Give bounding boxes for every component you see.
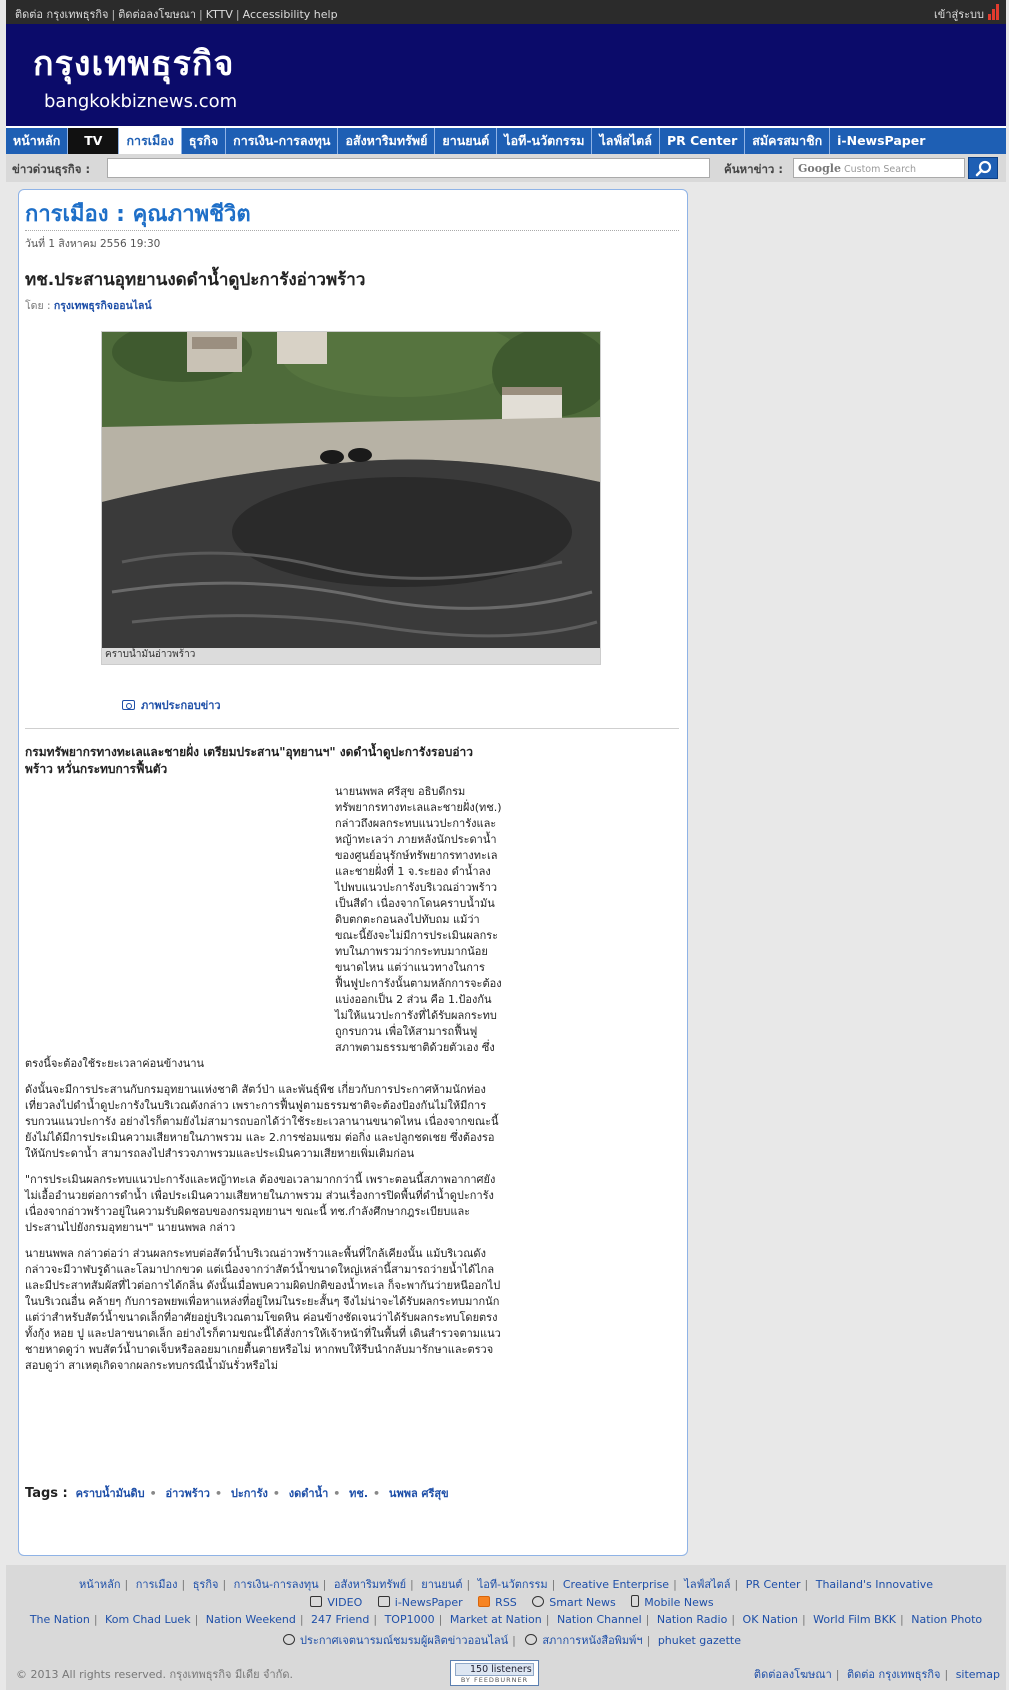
- footer-link[interactable]: phuket gazette: [657, 1634, 741, 1647]
- footer-link[interactable]: ไลฟ์สไตล์: [684, 1578, 731, 1591]
- listener-count: 150 listeners: [455, 1663, 534, 1676]
- footer-link[interactable]: Nation Radio: [656, 1613, 728, 1626]
- nav-auto[interactable]: ยานยนต์: [435, 128, 497, 154]
- byline-prefix: โดย :: [25, 300, 51, 312]
- footer-link[interactable]: หน้าหลัก: [78, 1578, 121, 1591]
- footer-network-links: The Nation | Kom Chad Luek | Nation Weekend | 247 Friend | TOP1000 | Market at Nation | Nation Channel | Nation Radio | OK Nation | World Film BKK | Nation Photo: [29, 1613, 983, 1626]
- google-logo: Google: [798, 162, 841, 175]
- site-header: [6, 24, 1006, 126]
- search-bar: [6, 154, 1006, 182]
- footer-link[interactable]: i-NewsPaper: [394, 1596, 463, 1609]
- article-container: [18, 189, 688, 1556]
- signal-icon: [988, 4, 1000, 20]
- contact-link[interactable]: ติดต่อ กรุงเทพธุรกิจ: [15, 8, 109, 21]
- nav-property[interactable]: อสังหาริมทรัพย์: [338, 128, 435, 154]
- nav-pr-center[interactable]: PR Center: [660, 128, 745, 154]
- footer-link[interactable]: sitemap: [955, 1668, 1000, 1681]
- google-search-input[interactable]: [793, 158, 965, 178]
- nav-finance[interactable]: การเงิน-การลงทุน: [226, 128, 338, 154]
- search-label: ค้นหาข่าว :: [724, 162, 783, 176]
- search-icon: [969, 158, 999, 180]
- footer-link[interactable]: ติดต่อลงโฆษณา: [753, 1668, 832, 1681]
- footer-link[interactable]: PR Center: [745, 1578, 801, 1591]
- nav-home[interactable]: หน้าหลัก: [6, 128, 68, 154]
- footer-link[interactable]: 247 Friend: [311, 1613, 370, 1626]
- nav-business[interactable]: ธุรกิจ: [182, 128, 226, 154]
- footer-link[interactable]: The Nation: [29, 1613, 90, 1626]
- feedburner-label: BY FEEDBURNER: [460, 1676, 529, 1684]
- article-photo: [101, 331, 601, 665]
- footer-link[interactable]: World Film BKK: [813, 1613, 897, 1626]
- search-placeholder: Custom Search: [843, 164, 917, 175]
- page: [6, 0, 1006, 1684]
- footer-link[interactable]: Nation Channel: [556, 1613, 642, 1626]
- photo-caption: คราบน้ำมันอ่าวพร้าว: [105, 649, 196, 660]
- article-date: วันที่ 1 สิงหาคม 2556 19:30: [25, 238, 161, 250]
- footer-section-links: หน้าหลัก | การเมือง | ธุรกิจ | การเงิน-การลงทุน | อสังหาริมทรัพย์ | ยานยนต์ | ไอที-นวัตกรรม | Creative Enterprise | ไลฟ์สไตล์ | PR Center | Thailand's Innovative: [78, 1578, 934, 1591]
- site-footer: [6, 1565, 1006, 1690]
- tag-link[interactable]: อ่าวพร้าว: [165, 1487, 210, 1500]
- byline-author[interactable]: กรุงเทพธุรกิจออนไลน์: [53, 300, 152, 312]
- footer-link[interactable]: Nation Weekend: [205, 1613, 296, 1626]
- footer-link[interactable]: ประกาศเจตนารมณ์ชมรมผู้ผลิตข่าวออนไลน์: [300, 1634, 509, 1647]
- ad-space: [25, 784, 335, 1042]
- photo-gallery-link[interactable]: [122, 696, 221, 714]
- footer-link[interactable]: Market at Nation: [449, 1613, 542, 1626]
- footer-link[interactable]: RSS: [495, 1596, 517, 1609]
- top-utility-bar: [6, 0, 1006, 24]
- footer-link[interactable]: Nation Photo: [911, 1613, 983, 1626]
- accessibility-link[interactable]: Accessibility help: [242, 8, 338, 21]
- nav-politics[interactable]: การเมือง: [119, 128, 181, 154]
- footer-right-links: ติดต่อลงโฆษณา | ติดต่อ กรุงเทพธุรกิจ | sitemap: [753, 1668, 1000, 1681]
- chat-icon: [532, 1596, 544, 1607]
- tag-list: Tags : คราบน้ำมันดิบ • อ่าวพร้าว • ปะการัง • งดดำน้ำ • ทช. • นพพล ศรีสุข: [25, 1486, 449, 1501]
- section-divider: [25, 230, 679, 231]
- article-lead: กรมทรัพยากรทางทะเลและชายฝั่ง เตรียมประสาน"อุทยานฯ" งดดำน้ำดูปะการังรอบอ่าวพร้าว หวั่นกระทบการฟื้นตัว: [25, 745, 474, 776]
- footer-link[interactable]: VIDEO: [327, 1596, 363, 1609]
- site-logo[interactable]: กรุงเทพธุรกิจ: [33, 44, 235, 84]
- footer-link[interactable]: การเมือง: [135, 1578, 178, 1591]
- footer-link[interactable]: ไอที-นวัตกรรม: [477, 1578, 548, 1591]
- footer-link[interactable]: สภาการหนังสือพิมพ์ฯ: [542, 1634, 643, 1647]
- tag-link[interactable]: นพพล ศรีสุข: [388, 1487, 449, 1500]
- nav-tv[interactable]: TV: [68, 128, 119, 154]
- rss-icon: [478, 1596, 490, 1607]
- mobile-icon: [631, 1595, 639, 1607]
- footer-link[interactable]: OK Nation: [742, 1613, 798, 1626]
- footer-link[interactable]: อสังหาริมทรัพย์: [333, 1578, 407, 1591]
- site-domain: bangkokbiznews.com: [44, 91, 238, 112]
- footer-link[interactable]: TOP1000: [384, 1613, 435, 1626]
- footer-media-links: [6, 1595, 1006, 1609]
- nav-subscribe[interactable]: สมัครสมาชิก: [745, 128, 830, 154]
- footer-link[interactable]: ยานยนต์: [421, 1578, 463, 1591]
- camera-icon: [122, 700, 135, 710]
- footer-link[interactable]: Smart News: [549, 1596, 616, 1609]
- kttv-link[interactable]: KTTV: [205, 8, 233, 21]
- footer-link[interactable]: Creative Enterprise: [562, 1578, 670, 1591]
- newspaper-icon: [378, 1596, 390, 1607]
- press-council-icon: [525, 1634, 537, 1645]
- footer-link[interactable]: การเงิน-การลงทุน: [233, 1578, 319, 1591]
- tag-link[interactable]: งดดำน้ำ: [288, 1487, 329, 1500]
- article-paragraph: "การประเมินผลกระทบแนวปะการังและหญ้าทะเล ต้องขอเวลามากกว่านี้ เพราะตอนนี้สภาพอากาศยังไม่เอื้ออำนวยต่อการดำน้ำ เพื่อประเมินความเสียหายในภาพรวม ส่วนเรื่องการปิดพื้นที่ดำน้ำดูปะการัง เนื่องจากอ่าวพร้าวอยู่ในความรับผิดชอบของกรมอุทยานฯ ขณะนี้ ทช.กำลังศึกษากฎระเบียบและประสานไปยังกรมอุทยานฯ" นายนพพล กล่าว: [25, 1173, 496, 1234]
- advertise-link[interactable]: ติดต่อลงโฆษณา: [118, 8, 197, 21]
- search-button[interactable]: [968, 157, 998, 179]
- footer-link[interactable]: ธุรกิจ: [192, 1578, 219, 1591]
- footer-link[interactable]: Thailand's Innovative: [815, 1578, 934, 1591]
- tag-link[interactable]: คราบน้ำมันดิบ: [75, 1487, 145, 1500]
- ticker-label: ข่าวด่วนธุรกิจ :: [12, 162, 91, 176]
- article-byline: [25, 297, 152, 314]
- nav-it[interactable]: ไอที-นวัตกรรม: [497, 128, 592, 154]
- article-headline: ทช.ประสานอุทยานงดดำน้ำดูปะการังอ่าวพร้าว: [25, 270, 366, 290]
- badge-icon: [283, 1634, 295, 1645]
- footer-link[interactable]: ติดต่อ กรุงเทพธุรกิจ: [847, 1668, 941, 1681]
- gallery-label: ภาพประกอบข่าว: [141, 699, 221, 712]
- tags-label: Tags :: [25, 1486, 68, 1501]
- login-link[interactable]: เข้าสู่ระบบ: [934, 8, 984, 21]
- tag-link[interactable]: ทช.: [349, 1487, 369, 1500]
- copyright: © 2013 All rights reserved. กรุงเทพธุรกิจ มีเดีย จำกัด.: [16, 1668, 293, 1681]
- tag-link[interactable]: ปะการัง: [230, 1487, 268, 1500]
- breaking-news-ticker[interactable]: [107, 158, 710, 178]
- oil-spill-photo: [102, 332, 600, 648]
- nav-lifestyle[interactable]: ไลฟ์สไตล์: [592, 128, 660, 154]
- footer-link[interactable]: Kom Chad Luek: [105, 1613, 191, 1626]
- section-title: การเมือง : คุณภาพชีวิต: [25, 202, 251, 227]
- footer-link[interactable]: Mobile News: [644, 1596, 714, 1609]
- content-divider: [25, 728, 679, 729]
- article-paragraph: ดังนั้นจะมีการประสานกับกรมอุทยานแห่งชาติ สัตว์ป่า และพันธุ์พืช เกี่ยวกับการประกาศห้ามนักท่องเที่ยวลงไปดำน้ำดูปะการังในบริเวณดังกล่าว เพราะการฟื้นฟูตามธรรมชาติจะต้องป้องกันไม่ให้มีการรบกวนแนวปะการัง อย่างไรก็ตามยังไม่สามารถบอกได้ว่าใช้ระยะเวลานานขนาดไหน เนื่องจากขณะนี้ยังไม่ได้มีการประเมินความเสียหายในภาพรวม และ 2.การซ่อมแซม ต่อกิ่ง และปลูกชดเชย ซึ่งต้องรอให้นักประดาน้ำ สามารถลงไปสำรวจภาพรวมและประเมินความเสียหายเพิ่มเติมก่อน: [25, 1083, 499, 1160]
- article-paragraph: นายนพพล ศรีสุข อธิบดีกรมทรัพยากรทางทะเลและชายฝั่ง(ทช.) กล่าวถึงผลกระทบแนวปะการังและหญ้าทะเลว่า ภายหลังนักประดาน้ำของศูนย์อนุรักษ์ทรัพยากรทางทะเลและชายฝั่งที่ 1 จ.ระยอง ดำน้ำลงไปพบแนวปะการังบริเวณอ่าวพร้าวเป็นสีดำ เนื่องจากโดนคราบน้ำมันดิบตกตะกอนลงไปทับถม แม้ว่าขณะนี้ยังจะไม่มีการประเมินผลกระทบในภาพรวมว่ากระทบมากน้อยขนาดไหน แต่ว่าแนวทางในการฟื้นฟูปะการังนั้นตามหลักการจะต้องแบ่งออกเป็น 2 ส่วน คือ 1.ป้องกันไม่ให้แนวปะการังที่ได้รับผลกระทบถูกรบกวน เพื่อให้สามารถฟื้นฟูสภาพตามธรรมชาติด้วยตัวเอง ซึ่งตรงนี้จะต้องใช้ระยะเวลาค่อนข้างนาน: [25, 785, 502, 1070]
- feedburner-badge[interactable]: [450, 1660, 539, 1686]
- video-icon: [310, 1596, 322, 1607]
- utility-links: ติดต่อ กรุงเทพธุรกิจ | ติดต่อลงโฆษณา | KTTV | Accessibility help: [15, 8, 338, 21]
- nav-inewspaper[interactable]: i-NewsPaper: [837, 133, 926, 148]
- main-nav: [6, 126, 1006, 154]
- footer-partner-links: ประกาศเจตนารมณ์ชมรมผู้ผลิตข่าวออนไลน์ | สภาการหนังสือพิมพ์ฯ | phuket gazette: [6, 1631, 1006, 1649]
- article-paragraph: นายนพพล กล่าวต่อว่า ส่วนผลกระทบต่อสัตว์น้ำบริเวณอ่าวพร้าวและพื้นที่ใกล้เคียงนั้น แม้บริเวณดังกล่าวจะมีวาฬบรูด้าและโลมาปากขวด แต่เนื่องจากว่าสัตว์น้ำขนาดใหญ่เหล่านี้สามารถว่ายน้ำได้ไกลและมีประสาทสัมผัสที่ไวต่อการได้กลิ่น ดังนั้นเมื่อพบความผิดปกติของน้ำทะเล ก็จะพากันว่ายหนีออกไปในบริเวณอื่น คล้ายๆ กับการอพยพเพื่อหาแหล่งที่อยู่ใหม่ในระยะสั้นๆ จึงไม่น่าจะได้รับผลกระทบมากนัก แต่ว่าสำหรับสัตว์น้ำขนาดเล็กที่อาศัยอยู่บริเวณตามโขดหิน ค่อนข้างชัดเจนว่าได้รับผลกระทบโดยตรง ทั้งกุ้ง หอย ปู และปลาขนาดเล็ก อย่างไรก็ตามขณะนี้ได้สั่งการให้เจ้าหน้าที่ในพื้นที่ เดินสำรวจตามแนวชายหาดดูว่า พบสัตว์น้ำบาดเจ็บหรือลอยมาเกยตื้นตายหรือไม่ หากพบให้รีบนำกลับมารักษาและตรวจสอบดูว่า สาเหตุเกิดจากผลกระทบกรณีน้ำมันรั่วหรือไม่: [25, 1247, 501, 1372]
- article-body: [25, 784, 503, 1384]
